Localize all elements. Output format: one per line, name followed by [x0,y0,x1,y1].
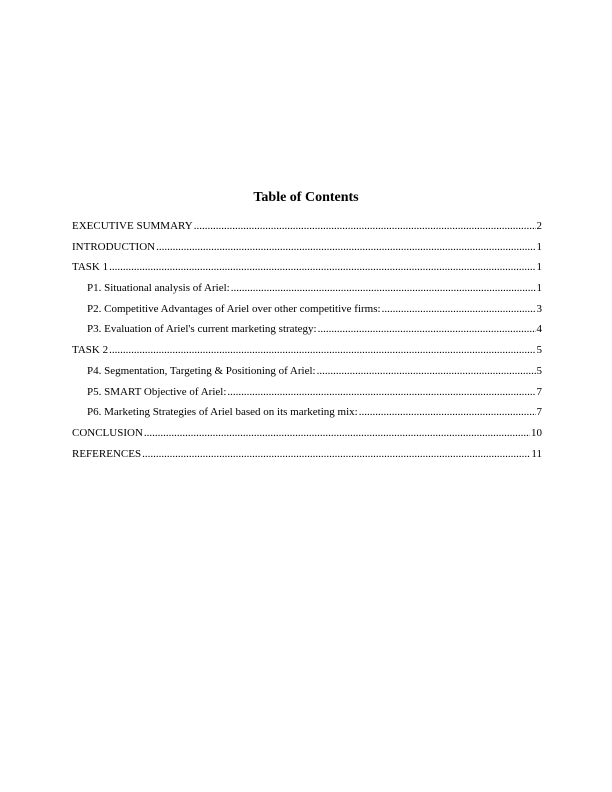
toc-dot-leader [318,322,536,336]
toc-entry-task-1[interactable] [72,260,542,281]
toc-entry-page: 1 [536,282,542,295]
toc-entry-p1[interactable] [72,281,542,302]
toc-dot-leader [231,281,536,295]
toc-entry-label: P1. Situational analysis of Ariel: [87,282,230,295]
toc-entry-label: P3. Evaluation of Ariel's current marketing strategy: [87,323,317,336]
toc-entry-label: P2. Competitive Advantages of Ariel over other competitive firms: [87,302,381,315]
toc-entry-p5[interactable] [72,385,542,406]
toc-dot-leader [144,426,530,440]
toc-dot-leader [382,302,536,316]
toc-dot-leader [359,405,536,419]
toc-entry-page: 10 [531,426,542,439]
toc-entry-page: 1 [536,240,542,253]
toc-entry-page: 5 [536,344,542,357]
toc-entry-label: P6. Marketing Strategies of Ariel based on its marketing mix: [87,406,358,419]
toc-dot-leader [142,447,530,461]
toc-dot-leader [156,240,535,254]
toc-entry-label: TASK 1 [72,261,109,274]
toc-dot-leader [194,219,536,233]
toc-title: Table of Contents [253,190,359,205]
toc-entry-introduction[interactable] [72,240,542,261]
toc-entry-page: 7 [536,385,542,398]
toc-entry-executive-summary[interactable] [72,219,542,240]
toc-entry-label: P5. SMART Objective of Ariel: [87,385,227,398]
toc-entry-p2[interactable] [72,302,542,323]
toc-entry-page: 5 [536,364,542,377]
toc-entry-page: 11 [531,447,542,460]
toc-entry-page: 7 [536,406,542,419]
toc-entry-p6[interactable] [72,405,542,426]
toc-entry-page: 3 [536,302,542,315]
toc-entry-label: CONCLUSION [72,426,143,439]
toc-entry-label: TASK 2 [72,344,109,357]
toc-entry-label: INTRODUCTION [72,240,156,253]
toc-dot-leader [109,343,535,357]
toc-entry-label: REFERENCES [72,447,142,460]
toc-entry-p4[interactable] [72,364,542,385]
toc-entry-page: 4 [536,323,542,336]
toc-entry-label: P4. Segmentation, Targeting & Positioning of Ariel: [87,364,316,377]
toc-entry-label: EXECUTIVE SUMMARY [72,220,193,232]
toc-dot-leader [317,364,536,378]
toc-dot-leader [109,260,535,274]
toc-entry-page: 1 [536,261,542,274]
toc-entry-task-2[interactable] [72,343,542,364]
toc-entry-page: 2 [536,220,542,232]
toc-entry-p3[interactable] [72,322,542,343]
toc-list [72,219,542,467]
toc-entry-conclusion[interactable] [72,426,542,447]
toc-entry-references[interactable] [72,447,542,468]
toc-dot-leader [227,385,535,399]
